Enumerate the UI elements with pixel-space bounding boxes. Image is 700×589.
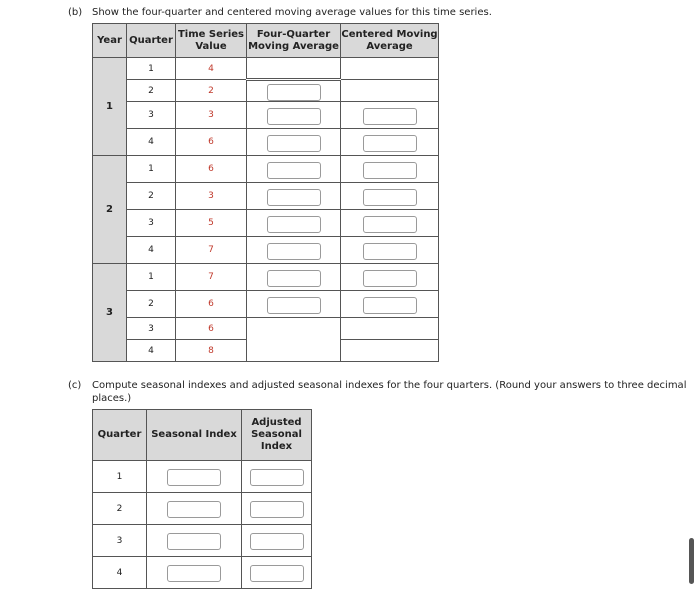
seasonal-index-table <box>92 409 312 589</box>
table-row <box>93 237 439 264</box>
centered-ma-input[interactable] <box>363 135 417 152</box>
value-cell: 3 <box>176 102 247 129</box>
header-quarter: Quarter <box>93 410 147 461</box>
table-row <box>93 156 439 183</box>
centered-ma-input[interactable] <box>363 243 417 260</box>
adjusted-cell <box>242 493 312 525</box>
table-row <box>93 210 439 237</box>
centered-ma-input[interactable] <box>363 108 417 125</box>
quarter-cell: 1 <box>127 156 176 183</box>
cm-cell <box>341 264 439 291</box>
table-row <box>93 291 439 318</box>
cm-cell <box>341 291 439 318</box>
part-b-label: (b) <box>68 7 83 18</box>
table-row <box>93 525 312 557</box>
cm-cell <box>341 237 439 264</box>
fq-cell <box>247 264 341 291</box>
four-quarter-ma-input[interactable] <box>267 216 321 233</box>
value-cell: 6 <box>176 156 247 183</box>
fq-empty-cell <box>247 58 341 80</box>
seasonal-index-input[interactable] <box>167 565 221 582</box>
year-cell: 2 <box>93 156 127 264</box>
centered-ma-input[interactable] <box>363 216 417 233</box>
four-quarter-ma-input[interactable] <box>267 162 321 179</box>
header-quarter: Quarter <box>127 24 176 58</box>
four-quarter-ma-input[interactable] <box>267 243 321 260</box>
fq-cell <box>247 291 341 318</box>
cm-empty-cell <box>341 340 439 362</box>
fq-cell <box>247 210 341 237</box>
quarter-cell: 1 <box>127 58 176 80</box>
cm-cell <box>341 156 439 183</box>
value-cell: 7 <box>176 264 247 291</box>
quarter-cell: 1 <box>93 461 147 493</box>
table-row <box>93 493 312 525</box>
quarter-cell: 2 <box>127 291 176 318</box>
quarter-cell: 3 <box>127 102 176 129</box>
seasonal-cell <box>147 461 242 493</box>
part-b-instruction: Show the four-quarter and centered moving average values for this time series. <box>92 7 492 18</box>
year-cell: 1 <box>93 58 127 156</box>
fq-cell <box>247 237 341 264</box>
part-c-label: (c) <box>68 380 82 391</box>
value-cell: 3 <box>176 183 247 210</box>
table-row <box>93 264 439 291</box>
cm-empty-cell <box>341 80 439 102</box>
four-quarter-ma-input[interactable] <box>267 297 321 314</box>
adjusted-seasonal-index-input[interactable] <box>250 501 304 518</box>
value-cell: 4 <box>176 58 247 80</box>
adjusted-seasonal-index-input[interactable] <box>250 533 304 550</box>
cm-cell <box>341 129 439 156</box>
table-row <box>93 129 439 156</box>
four-quarter-ma-input[interactable] <box>267 135 321 152</box>
fq-cell <box>247 156 341 183</box>
four-quarter-ma-input[interactable] <box>267 270 321 287</box>
fq-empty-cell <box>247 318 341 362</box>
centered-ma-input[interactable] <box>363 162 417 179</box>
quarter-cell: 2 <box>127 183 176 210</box>
quarter-cell: 2 <box>127 80 176 102</box>
quarter-cell: 4 <box>127 340 176 362</box>
value-cell: 7 <box>176 237 247 264</box>
quarter-cell: 4 <box>93 557 147 589</box>
table-row <box>93 183 439 210</box>
value-cell: 6 <box>176 129 247 156</box>
table-row <box>93 102 439 129</box>
quarter-cell: 3 <box>93 525 147 557</box>
fq-cell <box>247 129 341 156</box>
fq-cell <box>247 102 341 129</box>
fq-cell <box>247 183 341 210</box>
value-cell: 8 <box>176 340 247 362</box>
value-cell: 6 <box>176 318 247 340</box>
four-quarter-ma-input[interactable] <box>267 84 321 101</box>
adjusted-seasonal-index-input[interactable] <box>250 469 304 486</box>
value-cell: 5 <box>176 210 247 237</box>
seasonal-cell <box>147 525 242 557</box>
centered-ma-input[interactable] <box>363 297 417 314</box>
cm-empty-cell <box>341 58 439 80</box>
seasonal-cell <box>147 493 242 525</box>
four-quarter-ma-input[interactable] <box>267 108 321 125</box>
table-row <box>93 80 439 102</box>
value-cell: 6 <box>176 291 247 318</box>
adjusted-seasonal-index-input[interactable] <box>250 565 304 582</box>
seasonal-index-input[interactable] <box>167 533 221 550</box>
quarter-cell: 4 <box>127 237 176 264</box>
header-four-quarter-moving-average: Four-Quarter Moving Average <box>247 24 341 58</box>
seasonal-index-input[interactable] <box>167 469 221 486</box>
seasonal-index-input[interactable] <box>167 501 221 518</box>
quarter-cell: 4 <box>127 129 176 156</box>
centered-ma-input[interactable] <box>363 270 417 287</box>
header-time-series-value: Time Series Value <box>176 24 247 58</box>
cm-cell <box>341 210 439 237</box>
header-centered-moving-average: Centered Moving Average <box>341 24 439 58</box>
part-c-instruction-line1: Compute seasonal indexes and adjusted seasonal indexes for the four quarters. (Round your answers to three decimal <box>92 380 687 391</box>
centered-ma-input[interactable] <box>363 189 417 206</box>
year-cell: 3 <box>93 264 127 362</box>
quarter-cell: 3 <box>127 210 176 237</box>
quarter-cell: 2 <box>93 493 147 525</box>
quarter-cell: 3 <box>127 318 176 340</box>
cm-cell <box>341 183 439 210</box>
moving-average-table <box>92 23 439 362</box>
header-seasonal-index: Seasonal Index <box>147 410 242 461</box>
part-c-instruction-line2: places.) <box>92 393 132 404</box>
adjusted-cell <box>242 461 312 493</box>
scrollbar-thumb[interactable] <box>689 538 694 584</box>
header-year: Year <box>93 24 127 58</box>
table-row <box>93 318 439 340</box>
quarter-cell: 1 <box>127 264 176 291</box>
table-row <box>93 58 439 80</box>
value-cell: 2 <box>176 80 247 102</box>
cm-empty-cell <box>341 318 439 340</box>
four-quarter-ma-input[interactable] <box>267 189 321 206</box>
adjusted-cell <box>242 525 312 557</box>
fq-cell <box>247 80 341 102</box>
cm-cell <box>341 102 439 129</box>
header-adjusted-seasonal-index: Adjusted Seasonal Index <box>242 410 312 461</box>
table-row <box>93 461 312 493</box>
